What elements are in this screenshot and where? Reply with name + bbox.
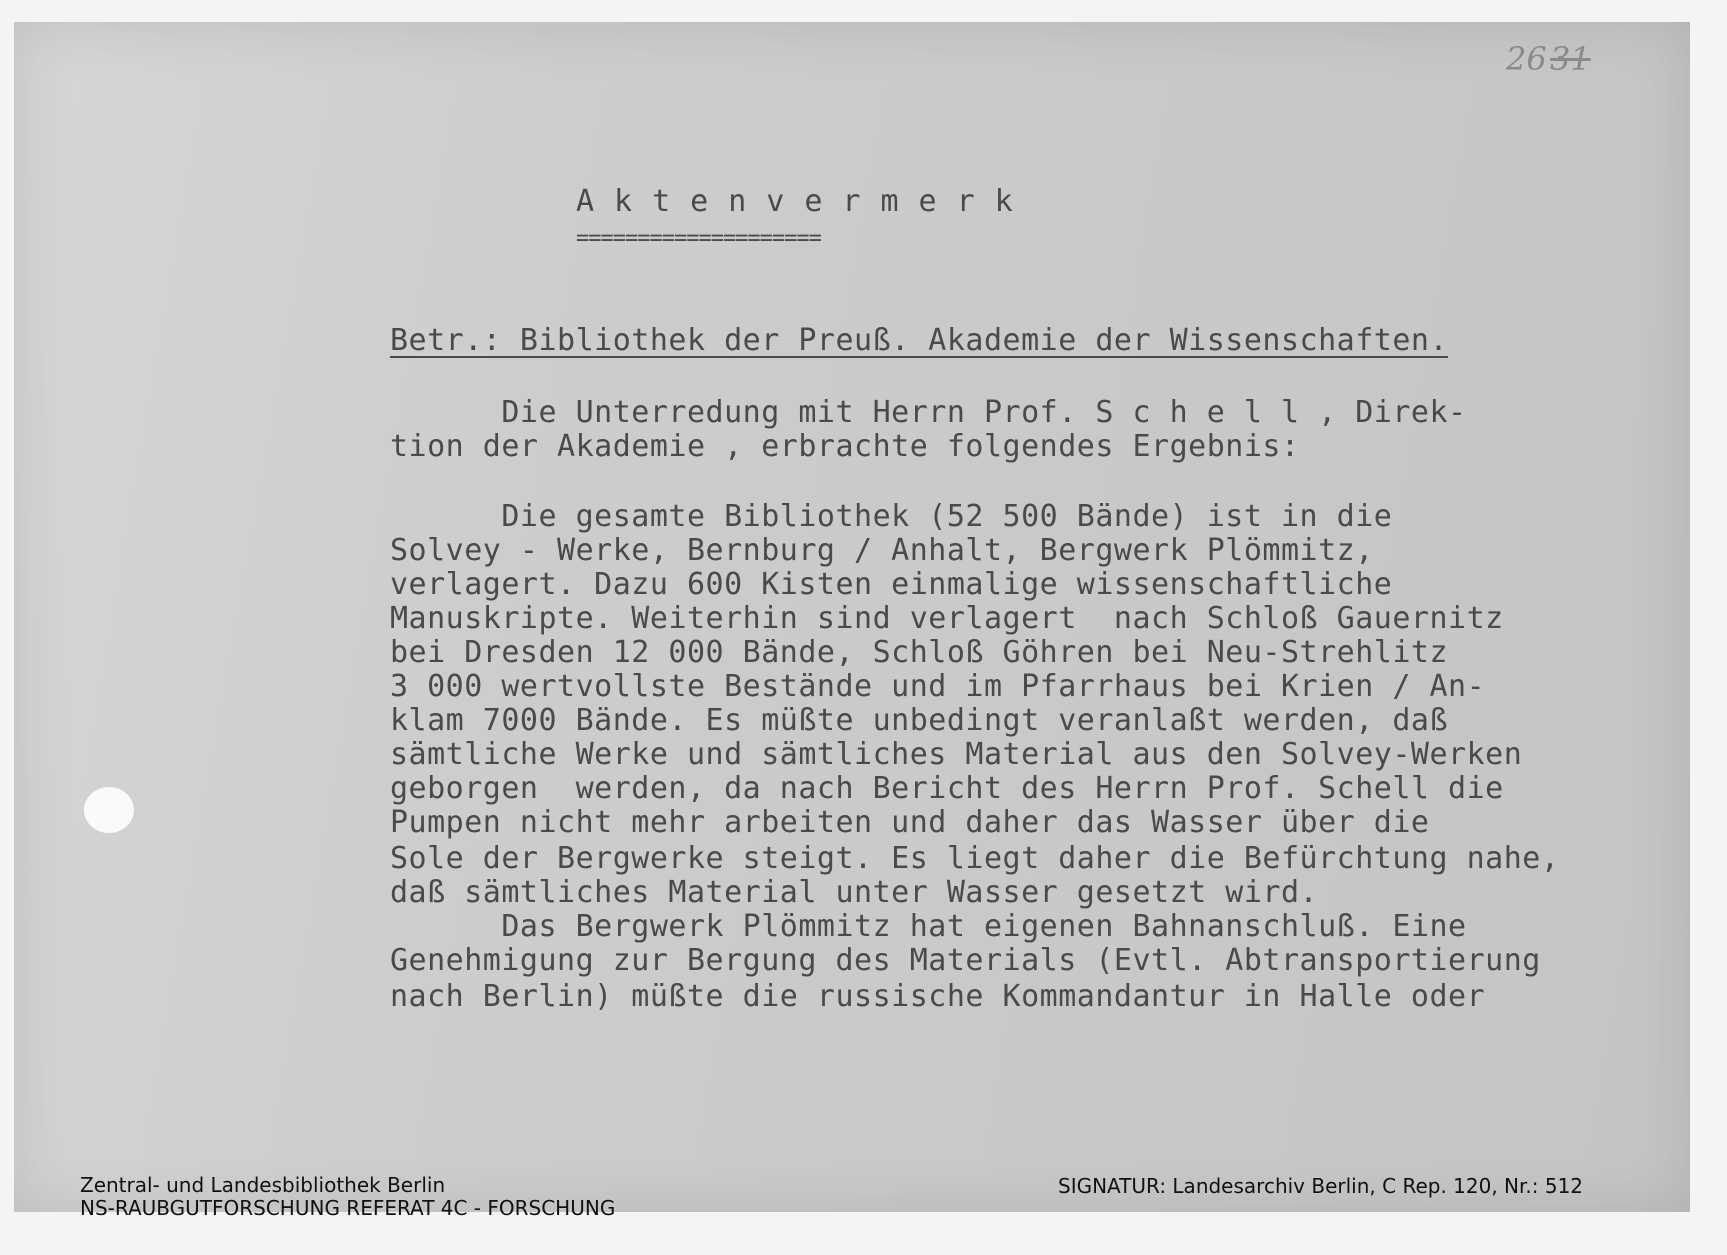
body-line: tion der Akademie , erbrachte folgendes Ergebnis: (390, 429, 1300, 464)
body-line: Solvey - Werke, Bernburg / Anhalt, Bergwerk Plömmitz, (390, 533, 1374, 568)
body-line: sämtliche Werke und sämtliches Material aus den Solvey-Werken (390, 737, 1523, 772)
body-line: 3 000 wertvollste Bestände und im Pfarrhaus bei Krien / An- (390, 669, 1486, 704)
document-title: Aktenvermerk (576, 184, 1033, 219)
body-line: nach Berlin) müßte die russische Kommandantur in Halle oder (390, 979, 1486, 1014)
body-line: daß sämtliches Material unter Wasser gesetzt wird. (390, 875, 1319, 910)
body-line: klam 7000 Bände. Es müßte unbedingt veranlaßt werden, daß (390, 703, 1449, 738)
body-line: geborgen werden, da nach Bericht des Herrn Prof. Schell die (390, 771, 1504, 806)
footer-institution-line2: NS-RAUBGUTFORSCHUNG REFERAT 4C - FORSCHUNG (80, 1196, 616, 1220)
page-number-struck (1550, 40, 1591, 78)
body-line: Genehmigung zur Bergung des Materials (Evtl. Abtransportierung (390, 943, 1541, 978)
body-line: verlagert. Dazu 600 Kisten einmalige wissenschaftliche (390, 567, 1393, 602)
punch-hole (84, 787, 134, 833)
subject-line: Betr.: Bibliothek der Preuß. Akademie der Wissenschaften. (390, 323, 1449, 358)
footer-institution-line1: Zentral- und Landesbibliothek Berlin (80, 1173, 446, 1197)
page-number: 26 (1506, 40, 1547, 78)
body-line: Die Unterredung mit Herrn Prof. S c h e l l , Direk- (390, 395, 1467, 430)
body-line: Die gesamte Bibliothek (52 500 Bände) ist in die (390, 499, 1393, 534)
body-line: Pumpen nicht mehr arbeiten und daher das Wasser über die (390, 805, 1430, 840)
footer-signature: SIGNATUR: Landesarchiv Berlin, C Rep. 120, Nr.: 512 (1058, 1174, 1584, 1198)
body-line: Sole der Bergwerke steigt. Es liegt daher die Befürchtung nahe, (390, 841, 1560, 876)
body-line: Manuskripte. Weiterhin sind verlagert nach Schloß Gauernitz (390, 601, 1504, 636)
body-line: Das Bergwerk Plömmitz hat eigenen Bahnanschluß. Eine (390, 909, 1467, 944)
page-number-struck-text: 31 (1550, 40, 1591, 78)
body-line: bei Dresden 12 000 Bände, Schloß Göhren bei Neu-Strehlitz (390, 635, 1449, 670)
document-title-underline: ==================== (576, 226, 821, 251)
footer-institution (80, 1174, 615, 1220)
